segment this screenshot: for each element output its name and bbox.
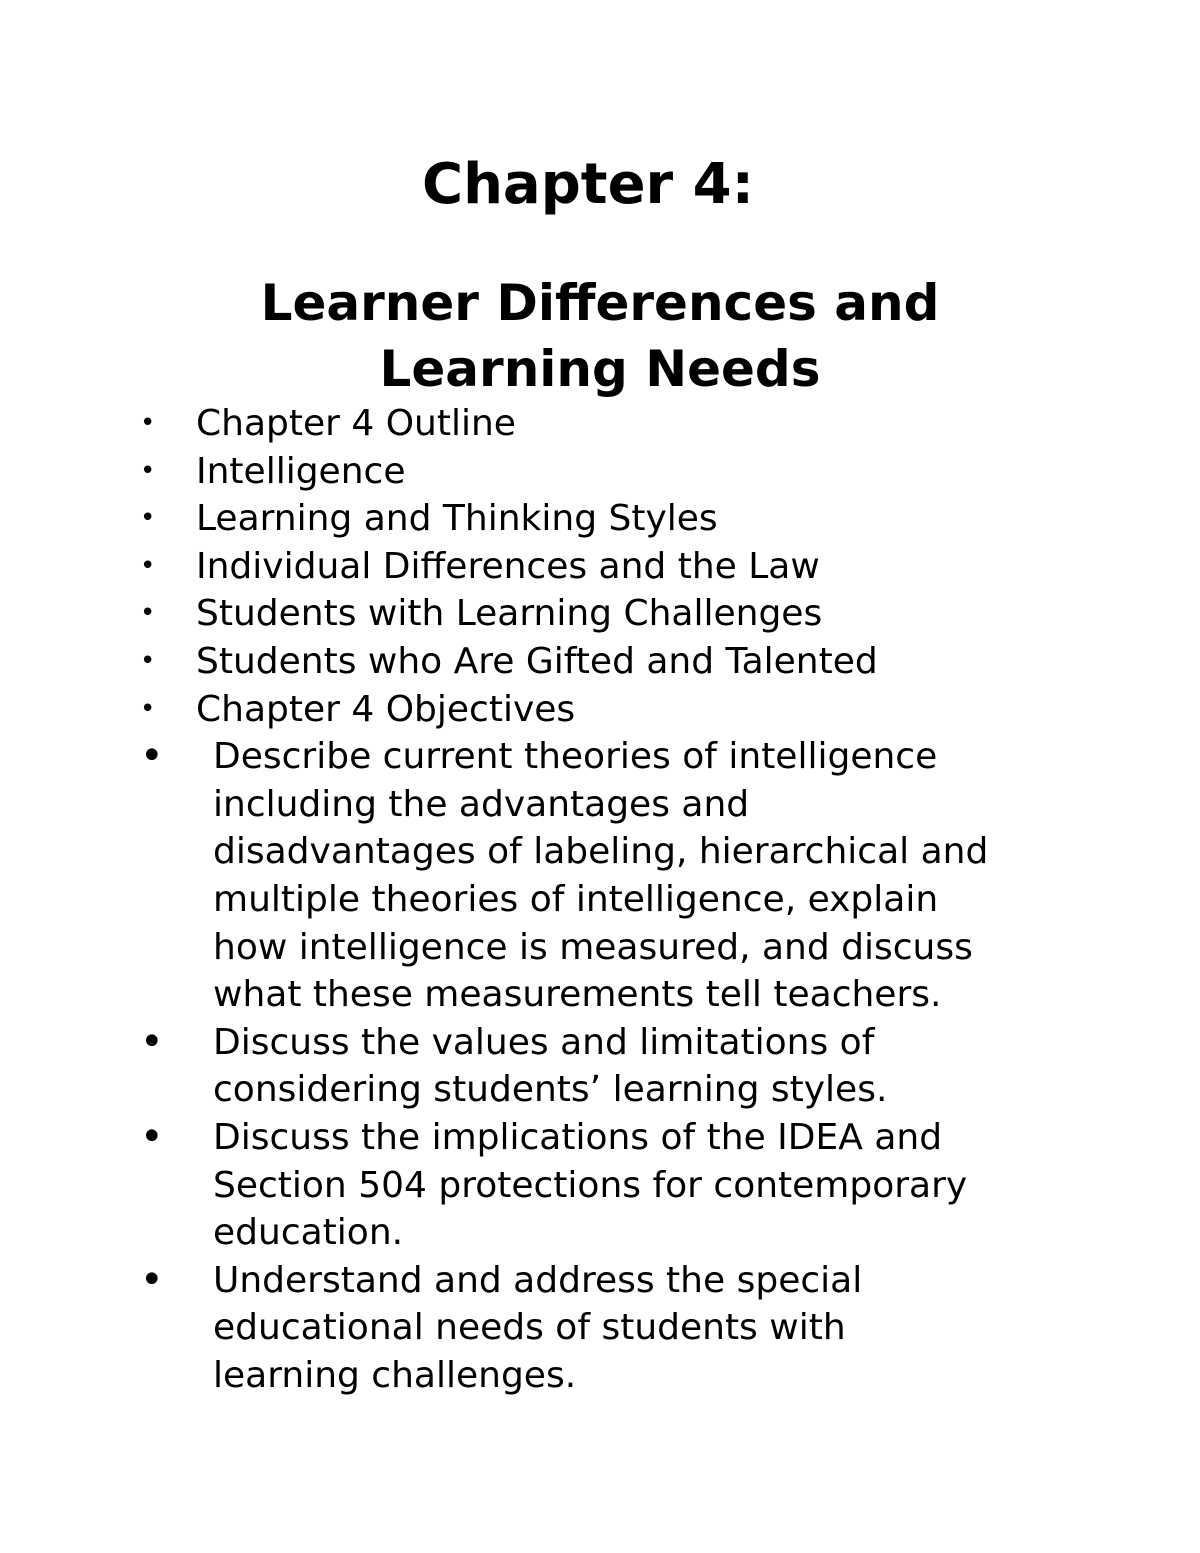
objective-item bbox=[0, 1114, 1200, 1257]
objective-line: Discuss the values and limitations of bbox=[213, 1021, 875, 1063]
objective-line: multiple theories of intelligence, explain bbox=[213, 878, 939, 920]
outline-item bbox=[0, 686, 1200, 734]
objective-text bbox=[0, 1257, 1200, 1400]
outline-item bbox=[0, 400, 1200, 448]
outline-item bbox=[0, 590, 1200, 638]
objective-line: disadvantages of labeling, hierarchical and bbox=[213, 831, 989, 873]
objective-line: educational needs of students with bbox=[213, 1307, 846, 1349]
bullet-icon: • bbox=[140, 645, 156, 676]
outline-item bbox=[0, 448, 1200, 496]
bullet-icon: • bbox=[140, 408, 156, 438]
bullet-icon: • bbox=[140, 733, 164, 780]
objective-line: how intelligence is measured, and discuss bbox=[213, 926, 973, 968]
subtitle-line: Learning Needs bbox=[379, 340, 821, 398]
chapter-list bbox=[0, 400, 1200, 1399]
subtitle-line: Learner Differences and bbox=[260, 274, 940, 332]
objective-line: education. bbox=[213, 1212, 404, 1254]
objective-line: Discuss the implications of the IDEA and bbox=[213, 1116, 943, 1158]
outline-item-text: Students who Are Gifted and Talented bbox=[196, 640, 878, 682]
bullet-icon: • bbox=[140, 693, 156, 724]
outline-item bbox=[0, 495, 1200, 543]
outline-item-text: Chapter 4 Objectives bbox=[196, 688, 576, 730]
outline-item-text: Individual Differences and the Law bbox=[196, 545, 820, 587]
objective-text bbox=[0, 1019, 1200, 1114]
outline-item-text: Chapter 4 Outline bbox=[196, 403, 516, 444]
objective-line: Section 504 protections for contemporary bbox=[213, 1164, 968, 1206]
objective-text bbox=[0, 1114, 1200, 1257]
bullet-icon: • bbox=[140, 598, 156, 629]
bullet-icon: • bbox=[140, 550, 156, 581]
outline-item bbox=[0, 638, 1200, 686]
bullet-icon: • bbox=[140, 1113, 164, 1160]
objective-line: Describe current theories of intelligence bbox=[213, 736, 938, 778]
objective-item bbox=[0, 733, 1200, 1019]
objective-text bbox=[0, 733, 1200, 1019]
chapter-title: Chapter 4: bbox=[421, 152, 755, 217]
bullet-icon: • bbox=[140, 455, 156, 486]
objective-line: what these measurements tell teachers. bbox=[213, 974, 942, 1016]
objective-item bbox=[0, 1019, 1200, 1114]
outline-item-text: Learning and Thinking Styles bbox=[196, 498, 718, 540]
objective-line: considering students’ learning styles. bbox=[213, 1069, 888, 1111]
objective-line: learning challenges. bbox=[213, 1354, 577, 1396]
objective-line: including the advantages and bbox=[213, 783, 750, 825]
outline-item-text: Intelligence bbox=[196, 450, 406, 492]
outline-item-text: Students with Learning Challenges bbox=[196, 593, 823, 635]
objective-item bbox=[0, 1257, 1200, 1400]
objective-line: Understand and address the special bbox=[213, 1259, 863, 1301]
bullet-icon: • bbox=[140, 1018, 164, 1065]
outline-item bbox=[0, 543, 1200, 591]
bullet-icon: • bbox=[140, 503, 156, 534]
chapter-subtitle bbox=[0, 270, 1200, 402]
bullet-icon: • bbox=[140, 1256, 164, 1303]
